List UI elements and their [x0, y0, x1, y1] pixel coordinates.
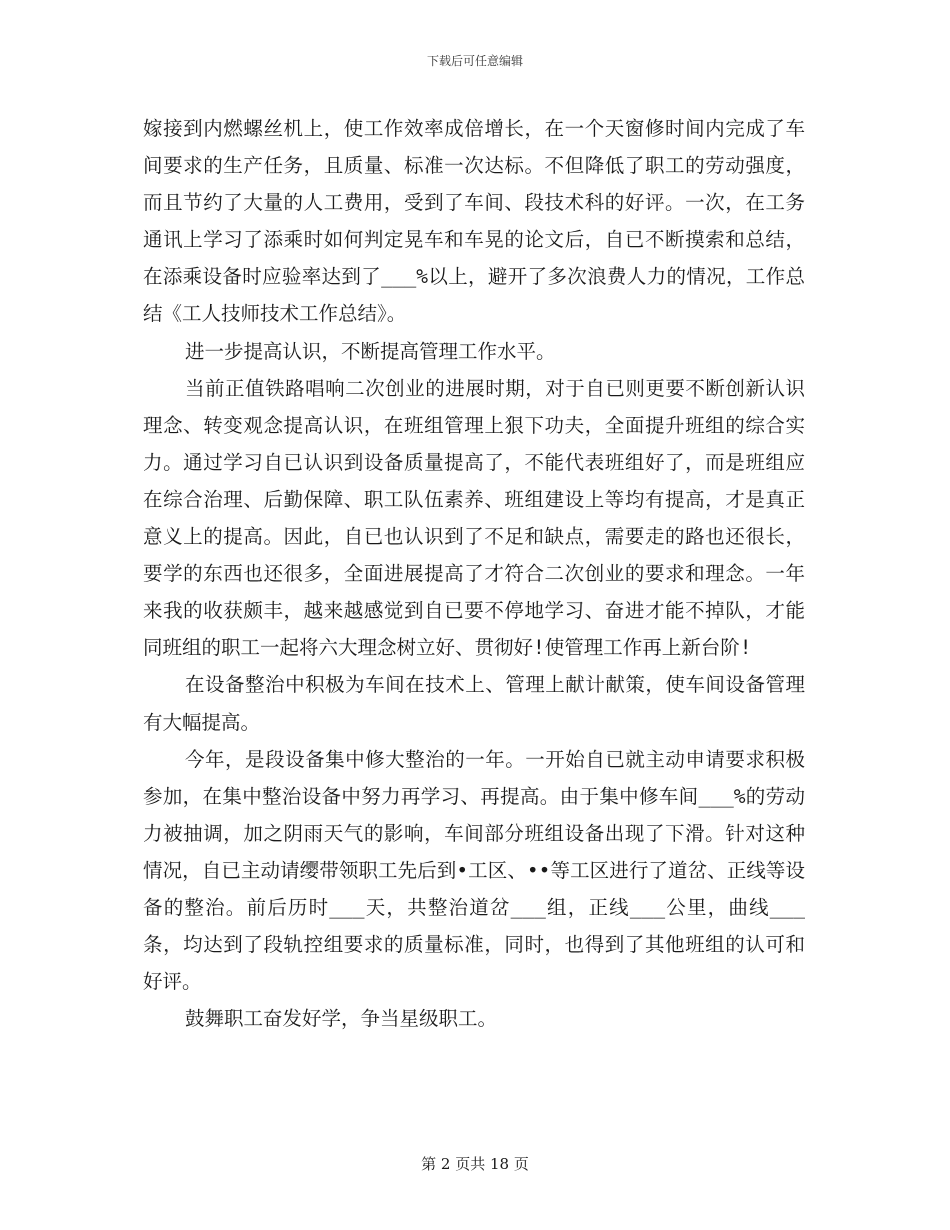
page-header: 下载后可任意编辑	[426, 54, 523, 68]
paragraph-6-heading: 鼓舞职工奋发好学，争当星级职工。	[185, 1007, 498, 1031]
paragraph-4-heading: 在设备整治中积极为车间在技术上、管理上献计献策，使车间设备管理有大幅提高。	[143, 673, 805, 734]
page-number-footer: 第 2 页共 18 页	[421, 1155, 529, 1173]
paragraph-1: 嫁接到内燃螺丝机上，使工作效率成倍增长，在一个天窗修时间内完成了车间要求的生产任务，且质量、标准一次达标。不但降低了职工的劳动强度，而且节约了大量的人工费用，受到了车间、段技术科的好评。一次，在工务通讯上学习了添乘时如何判定晃车和车晃的论文后，自已不断摸索和总结，在添乘设备时应验率达到了___%以上，避开了多次浪费人力的情况，工作总结《工人技师技术工作总结》。	[143, 117, 805, 326]
document-body	[143, 110, 805, 1037]
paragraph-3: 当前正值铁路唱响二次创业的进展时期，对于自已则更要不断创新认识理念、转变观念提高认识，在班组管理上狠下功夫，全面提升班组的综合实力。通过学习自已认识到设备质量提高了，不能代表班组好了，而是班组应在综合治理、后勤保障、职工队伍素养、班组建设上等均有提高，才是真正意义上的提高。因此，自已也认识到了不足和缺点，需要走的路也还很长，要学的东西也还很多，全面进展提高了才符合二次创业的要求和理念。一年来我的收获颇丰，越来越感觉到自已要不停地学习、奋进才能不掉队，才能同班组的职工一起将六大理念树立好、贯彻好!使管理工作再上新台阶!	[143, 376, 805, 660]
paragraph-5: 今年，是段设备集中修大整治的一年。一开始自已就主动申请要求积极参加，在集中整治设备中努力再学习、再提高。由于集中修车间___%的劳动力被抽调，加之阴雨天气的影响，车间部分班组设备出现了下滑。针对这种情况，自已主动请缨带领职工先后到•工区、••等工区进行了道岔、正线等设备的整治。前后历时___天，共整治道岔___组，正线___公里，曲线___条，均达到了段轨控组要求的质量标准，同时，也得到了其他班组的认可和好评。	[143, 747, 805, 994]
paragraph-2-heading: 进一步提高认识，不断提高管理工作水平。	[185, 339, 556, 363]
